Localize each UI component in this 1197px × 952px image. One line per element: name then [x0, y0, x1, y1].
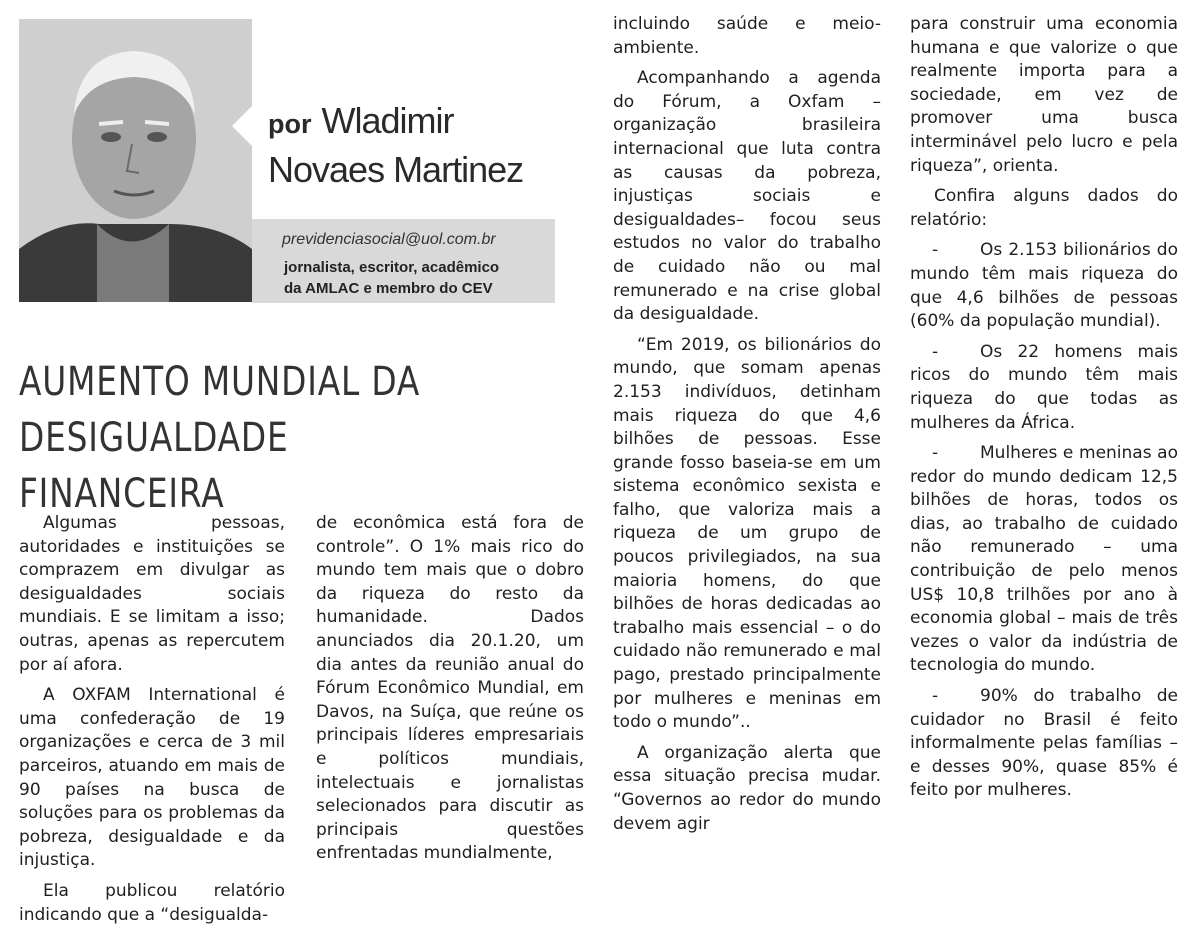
list-item [910, 685, 1178, 803]
list-dash: - [932, 240, 939, 261]
paragraph: Acompanhando a agenda do Fórum, a Oxfam – organização brasileira internacional que luta contra as causas da pobreza, injustiças sociais e desigualdades– focou seus estudos no valor do trabalho de cuidado não ou mal remunerado e na crise global da desigualdade. [613, 68, 881, 325]
list-dash: - [932, 341, 939, 362]
author-email: previdenciasocial@uol.com.br [282, 231, 496, 248]
author-byline [268, 98, 588, 193]
author-photo [19, 19, 252, 302]
list-item [910, 341, 1178, 435]
photo-pointer [232, 104, 254, 148]
list-item-text: Os 2.153 bilionários do mundo têm mais riqueza do que 4,6 bilhões de pessoas (60% da população mundial). [910, 240, 1178, 332]
paragraph: Confira alguns dados do relatório: [910, 186, 1178, 230]
list-item [910, 239, 1178, 333]
author-bio [284, 257, 544, 299]
paragraph: Ela publicou relatório indicando que a “desigualda- [19, 880, 285, 925]
paragraph: para construir uma economia humana e que valorize o que realmente importa para a sociedade, em vez de promover uma busca interminável pelo lucro e pela riqueza”, orienta. [910, 14, 1178, 176]
article-column-4 [910, 13, 1178, 810]
paragraph: A organização alerta que essa situação precisa mudar. “Governos ao redor do mundo devem agir [613, 742, 881, 834]
article-column-1 [19, 512, 285, 934]
author-name-line2: Novaes Martinez [268, 149, 524, 190]
byline-prefix: por [268, 109, 312, 139]
article-column-2 [316, 512, 584, 873]
paragraph: incluindo saúde e meio-ambiente. [613, 14, 881, 58]
author-bio-line2: da AMLAC e membro do CEV [284, 280, 493, 297]
paragraph: A OXFAM International é uma confederação de 19 organizações e cerca de 3 mil parceiros, atuando em mais de 90 países na busca de soluções para os problemas da pobreza, desigualdade e da injustiça. [19, 685, 285, 871]
paragraph: de econômica está fora de controle”. O 1% mais rico do mundo tem mais que o dobro da riqueza do resto da humanidade. Dados anunciados dia 20.1.20, um dia antes da reunião anual do Fórum Econômico Mundial, em Davos, na Suíça, que reúne os principais líderes empresariais e políticos mundiais, intelectuais e jornalistas selecionados para discutir as principais questões enfrentadas mundialmente, [316, 513, 584, 864]
list-item-text: 90% do trabalho de cuidador no Brasil é feito informalmente pelas famílias – e desses 90%, quase 85% é feito por mulheres. [910, 686, 1178, 801]
paragraph: “Em 2019, os bilionários do mundo, que somam apenas 2.153 indivíduos, detinham mais riqueza do que 4,6 bilhões de pessoas. Esse grande fosso baseia-se em um sistema econômico sexista e falho, que valoriza mais a riqueza de um grupo de poucos privilegiados, na sua maioria homens, do que bilhões de horas dedicadas ao trabalho mais essencial – o do cuidado não remunerado e mal pago, prestado principalmente por mulheres e meninas em todo o mundo”.. [613, 334, 881, 733]
headline-line2: DESIGUALDADE FINANCEIRA [19, 415, 289, 517]
paragraph: Algumas pessoas, autoridades e instituições se comprazem em divulgar as desigualdades sociais mundiais. E se limitam a isso; outras, apenas as repercutem por aí afora. [19, 513, 285, 675]
author-name-line1: Wladimir [321, 100, 454, 141]
author-portrait-illustration [19, 19, 252, 302]
article-headline [19, 354, 478, 522]
list-dash: - [932, 443, 939, 464]
list-item [910, 442, 1178, 678]
headline-line1: AUMENTO MUNDIAL DA [19, 359, 421, 405]
list-item-text: Os 22 homens mais ricos do mundo têm mais riqueza do que todas as mulheres da África. [910, 341, 1178, 433]
author-bio-line1: jornalista, escritor, acadêmico [284, 259, 500, 276]
list-dash: - [932, 686, 939, 707]
list-item-text: Mulheres e meninas ao redor do mundo dedicam 12,5 bilhões de horas, todos os dias, ao trabalho de cuidado não remunerado – uma contribuição de pelo menos US$ 10,8 trilhões por ano à economia global – mais de três vezes o valor da indústria de tecnologia do mundo. [910, 443, 1178, 676]
author-info-box [252, 219, 555, 303]
article-column-3 [613, 13, 881, 843]
